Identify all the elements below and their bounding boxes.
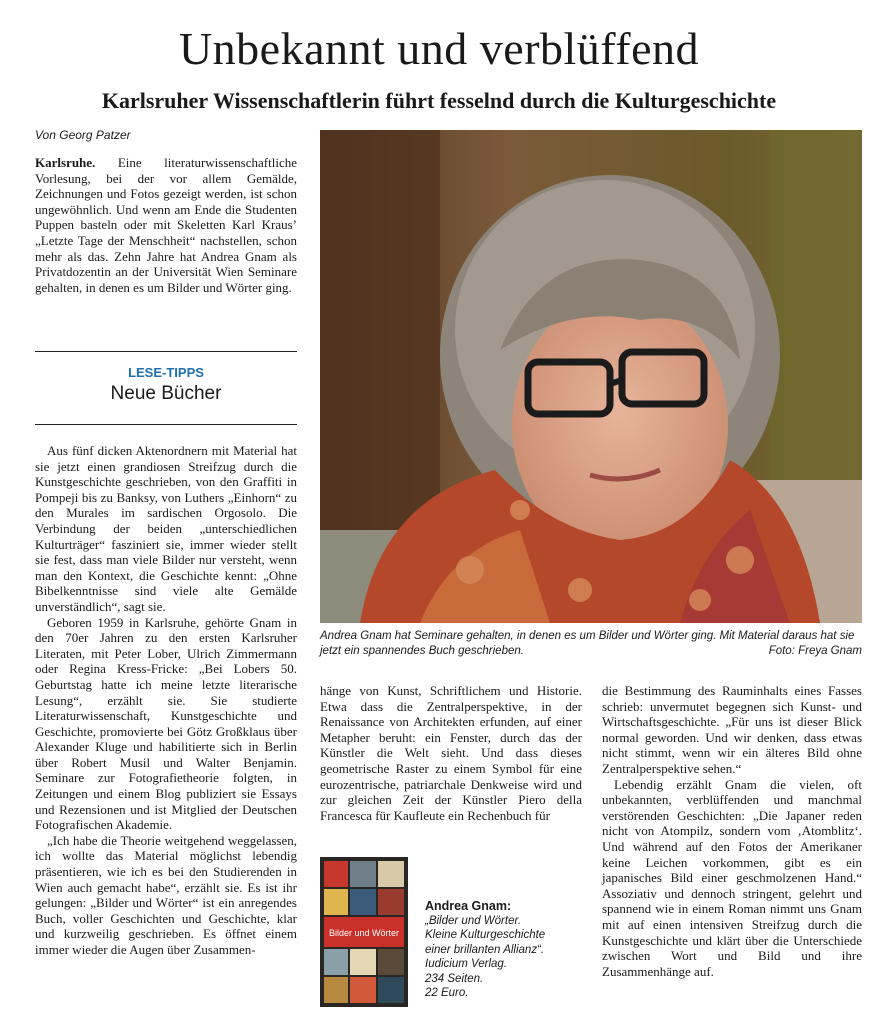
book-title: „Bilder und Wörter. — [425, 914, 522, 927]
lese-tipps-title: Neue Bücher — [110, 383, 222, 404]
lese-tipps-kicker: LESE-TIPPS — [128, 365, 204, 380]
column-1-body — [35, 443, 297, 958]
intro-text: Eine literaturwissenschaftliche Vorlesung, bei der vor allem Gemälde, Zeichnungen und Fotos gezeigt werden, ist schon ungewöhnlich. Und wenn am Ende die Studenten Puppen basteln oder mit Skeletten Karl Kraus’ „Letzte Tage der Menschheit“ nachstellen, schon mehr als das. Zehn Jahre hat Andrea Gnam als Privatdozentin an der Universität Wien Seminare gehalten, in denen es um Bilder und Wörter ging. — [35, 155, 297, 295]
column-2-body — [320, 683, 582, 823]
byline: Von Georg Patzer — [35, 128, 131, 142]
divider-top — [35, 351, 297, 352]
book-cover-art — [320, 857, 408, 1007]
book-cover-title: Bilder und Wörter — [328, 928, 400, 938]
paragraph: hänge von Kunst, Schriftlichem und Historie. Etwa dass die Zentralperspektive, in der Renaissance von Architekten erfunden, auf einer Metapher beruht: ein Fenster, durch das der Künstler die Welt sieht. Und dass dieses geometrische Raster zu einem Symbol für eine eurozentrische, patriarchale Denkweise wird und zur gleichen Zeit der Künstler Piero della Francesca für Kaufleute ein Rechenbuch für — [320, 683, 582, 823]
book-info — [425, 899, 545, 1001]
divider-bottom — [35, 424, 297, 425]
column-3-body — [602, 683, 862, 979]
paragraph: „Ich habe die Theorie weitgehend weggelassen, ich wollte das Material möglichst lebendig präsentieren, wie ich es bei den Studierenden in Wien auch gemacht habe“, erzählt sie. Es ist ihr gelungen: „Bilder und Wörter“ ist ein anregendes Buch, voller Geschichten und Geschichte, klar und kurzweilig geschrieben. Es öffnet einem immer wieder die Augen über Zusammen- — [35, 832, 297, 957]
book-subtitle-line2: einer brillanten Allianz“. — [425, 943, 545, 956]
photo-credit: Foto: Freya Gnam — [768, 645, 862, 657]
paragraph: Aus fünf dicken Aktenordnern mit Material hat sie jetzt einen grandiosen Streifzug durch die Kunstgeschichte geschrieben, von den Graffiti in Pompeji bis zu Banksy, von Luthers „Einhorn“ zu den Murales im sardischen Orgosolo. Die Verbindung der beiden „unterschiedlichen Kulturträger“ fasziniert sie, immer wieder stellt sie fest, dass man viele Bilder nur versteht, wenn man den Kontext, die Geschichte kennt: „Ohne Bibelkenntnisse sind viele alte Gemälde unverständlich“, sagt sie. — [35, 443, 297, 614]
dateline: Karlsruhe. — [35, 155, 96, 170]
paragraph: Lebendig erzählt Gnam die vielen, oft unbekannten, verblüffenden und manchmal verstörenden Geschichten: „Die Japaner reden nicht von Atompilz, sondern vom ‚Atomblitz‘. Und während auf den Fotos der Amerikaner keine Leichen vorkommen, gibt es ein japanisches Bild einer geschmolzenen Hand.“ Assoziativ und dennoch stringent, gelehrt und spannend wie in einem Roman nimmt uns Gnam mit auf einen intensiven Streifzug durch die Kunstgeschichte und klärt über die Unterschiede zwischen Wort und Bild und ihre Zusammenhänge auf. — [602, 776, 862, 979]
book-publisher: Iudicium Verlag. — [425, 958, 508, 970]
book-price: 22 Euro. — [425, 987, 469, 999]
book-author: Andrea Gnam: — [425, 899, 512, 913]
photo-caption — [320, 629, 862, 659]
caption-text: Andrea Gnam hat Seminare gehalten, in denen es um Bilder und Wörter ging. Mit Material daraus hat sie jetzt ein spannendes Buch geschrieben. — [320, 630, 855, 657]
paragraph: die Bestimmung des Rauminhalts eines Fasses schrieb: unvermutet begegnen sich Kunst- und Wirtschaftsgeschichte. „Für uns ist dieser Blick normal geworden. Und wir denken, dass etwas nicht stimmt, wenn wir ein älteres Bild ohne Zentralperspektive sehen.“ — [602, 683, 862, 776]
subheadline: Karlsruher Wissenschaftlerin führt fesselnd durch die Kulturgeschichte — [101, 88, 777, 113]
book-pages: 234 Seiten. — [425, 972, 484, 985]
paragraph: Geboren 1959 in Karlsruhe, gehörte Gnam in den 70er Jahren zu den ersten Karlsruher Literaten, mit Peter Lober, Ulrich Zimmermann oder Regina Kress-Fricke: „Bei Lobers 50. Geburtstag hatte ich meine letzte literarische Lesung“, erzählt sie. Sie studierte Literaturwissenschaft, Kunstgeschichte und Geschichte, promovierte bei Götz Großklaus über Alexander Kluge und habilitierte sich in Berlin über Robert Musil und Walter Benjamin. Seminare zur Fotografietheorie folgten, in Zeitungen und einem Blog publiziert sie Essays und Rezensionen und ist Mitglied der Deutschen Fotografischen Akademie. — [35, 614, 297, 833]
book-subtitle-line1: Kleine Kulturgeschichte — [425, 929, 546, 941]
book-cover — [320, 857, 408, 1007]
portrait-illustration — [320, 130, 862, 623]
portrait-photo — [320, 130, 862, 623]
headline: Unbekannt und verblüffend — [178, 23, 700, 74]
intro-paragraph — [35, 155, 297, 295]
